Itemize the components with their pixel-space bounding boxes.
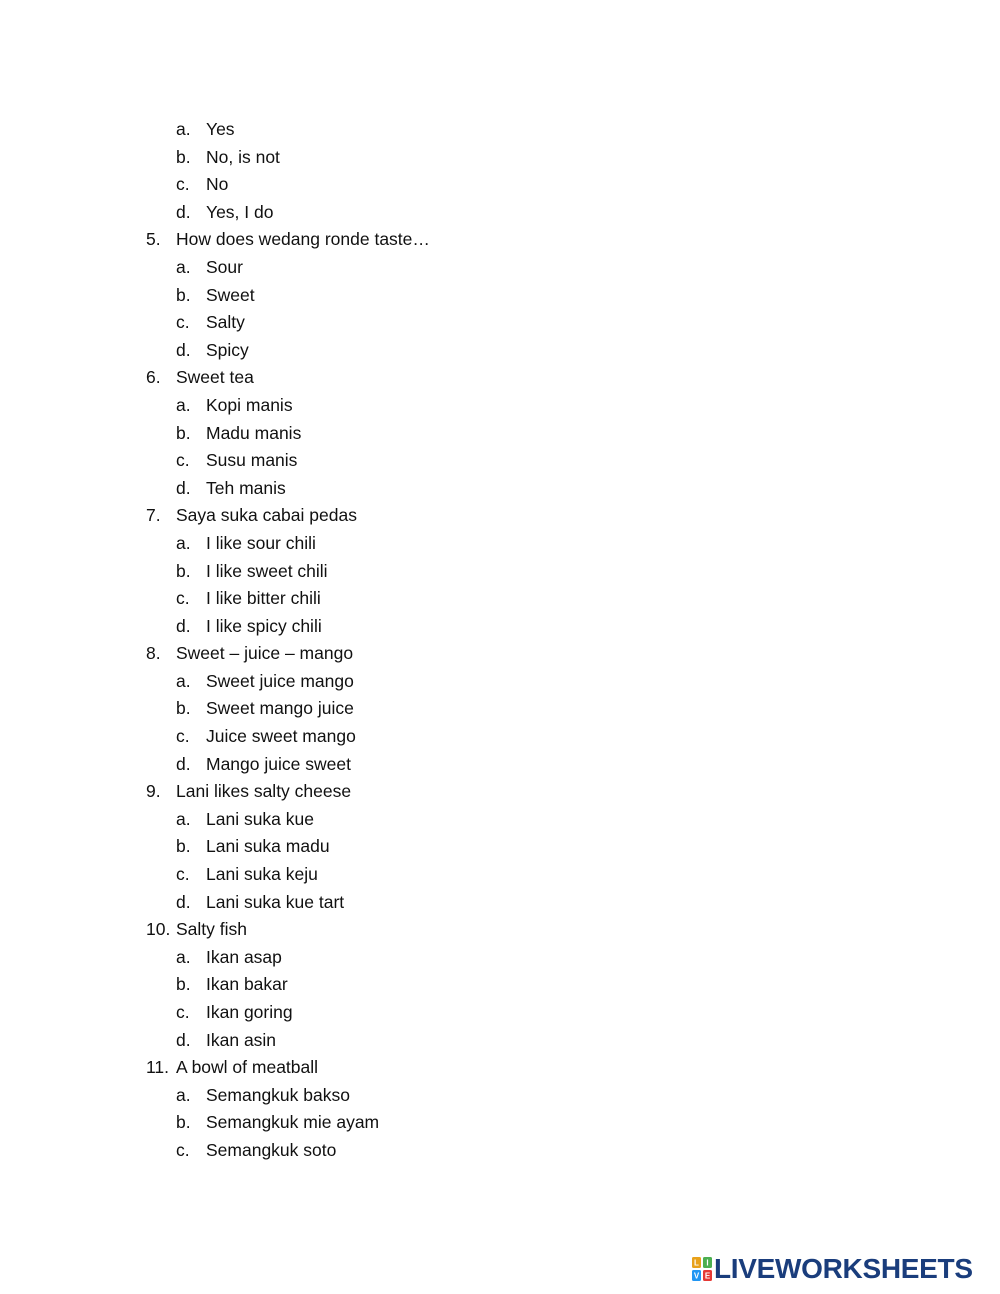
option-text: Yes, I do [206, 201, 274, 222]
option-text: Lani suka madu [206, 836, 330, 857]
worksheet-page [0, 116, 1000, 1165]
answer-option [0, 889, 1000, 917]
answer-option [0, 144, 1000, 172]
answer-option [0, 171, 1000, 199]
option-letter: b. [176, 836, 191, 857]
question-number: 5. [146, 229, 161, 250]
answer-option [0, 999, 1000, 1027]
option-letter: c. [176, 1139, 190, 1160]
option-text: Sour [206, 256, 243, 277]
option-letter: b. [176, 698, 191, 719]
question-text: Sweet – juice – mango [176, 643, 354, 664]
option-text: Lani suka keju [206, 864, 318, 885]
option-letter: a. [176, 532, 191, 553]
option-text: Salty [206, 312, 245, 333]
question-text: Salty fish [176, 919, 247, 940]
answer-option [0, 585, 1000, 613]
answer-option [0, 558, 1000, 586]
logo-text: LIVEWORKSHEETS [714, 1253, 973, 1284]
option-letter: d. [176, 1029, 191, 1050]
option-text: Ikan asap [206, 946, 282, 967]
option-letter: b. [176, 1112, 191, 1133]
option-letter: b. [176, 560, 191, 581]
option-letter: a. [176, 808, 191, 829]
option-text: Sweet [206, 284, 255, 305]
option-letter: a. [176, 119, 191, 139]
option-text: Madu manis [206, 422, 302, 443]
option-text: Susu manis [206, 450, 298, 471]
answer-option [0, 861, 1000, 889]
answer-option [0, 199, 1000, 227]
option-letter: a. [176, 394, 191, 415]
question-text: Sweet tea [176, 367, 254, 388]
question-item [0, 226, 1000, 254]
answer-option [0, 1109, 1000, 1137]
question-text: A bowl of meatball [176, 1057, 319, 1078]
question-item [0, 916, 1000, 944]
liveworksheets-mark-icon [692, 1257, 712, 1281]
option-text: Spicy [206, 339, 249, 360]
question-number: 11. [146, 1057, 170, 1078]
answer-option [0, 475, 1000, 503]
option-letter: b. [176, 974, 191, 995]
option-letter: a. [176, 1084, 191, 1105]
option-text: Ikan goring [206, 1002, 293, 1022]
option-text: Sweet mango juice [206, 698, 354, 719]
option-letter: d. [176, 339, 191, 360]
option-letter: d. [176, 615, 191, 636]
question-number: 6. [146, 367, 161, 388]
answer-option [0, 254, 1000, 282]
answer-option [0, 392, 1000, 420]
option-text: Juice sweet mango [206, 726, 356, 747]
question-number: 8. [146, 643, 161, 664]
answer-option [0, 282, 1000, 310]
question-list [0, 116, 1000, 1165]
svg-text:I: I [706, 1258, 709, 1268]
option-letter: a. [176, 256, 191, 277]
option-text: Yes [206, 119, 235, 139]
option-text: Lani suka kue [206, 808, 314, 829]
question-item [0, 1054, 1000, 1082]
option-text: Teh manis [206, 477, 286, 498]
answer-option [0, 613, 1000, 641]
answer-option [0, 971, 1000, 999]
option-letter: c. [176, 864, 190, 885]
answer-option [0, 530, 1000, 558]
option-letter: d. [176, 201, 191, 222]
option-text: Kopi manis [206, 394, 293, 415]
question-item [0, 364, 1000, 392]
option-letter: b. [176, 146, 191, 167]
answer-option [0, 1027, 1000, 1055]
liveworksheets-logo [692, 1255, 973, 1283]
option-text: Semangkuk mie ayam [206, 1112, 380, 1133]
answer-option [0, 695, 1000, 723]
option-text: I like spicy chili [206, 615, 322, 636]
answer-option [0, 806, 1000, 834]
answer-option [0, 944, 1000, 972]
option-letter: c. [176, 588, 190, 609]
option-text: I like sour chili [206, 532, 316, 553]
answer-option [0, 116, 1000, 144]
question-number: 7. [146, 505, 161, 526]
question-text: How does wedang ronde taste… [176, 229, 430, 250]
answer-option [0, 309, 1000, 337]
option-text: No, is not [206, 146, 280, 167]
option-text: Semangkuk bakso [206, 1084, 350, 1105]
question-item [0, 778, 1000, 806]
option-letter: b. [176, 284, 191, 305]
answer-option [0, 337, 1000, 365]
option-letter: c. [176, 1002, 190, 1022]
option-letter: c. [176, 726, 190, 747]
svg-text:V: V [693, 1271, 700, 1281]
answer-option [0, 668, 1000, 696]
option-text: Lani suka kue tart [206, 891, 345, 912]
answer-option [0, 420, 1000, 448]
option-letter: d. [176, 753, 191, 774]
answer-option [0, 1082, 1000, 1110]
option-text: Mango juice sweet [206, 753, 351, 774]
option-text: No [206, 174, 229, 195]
answer-option [0, 833, 1000, 861]
answer-option [0, 447, 1000, 475]
answer-option [0, 1137, 1000, 1165]
question-number: 9. [146, 781, 161, 802]
option-letter: c. [176, 450, 190, 471]
answer-option [0, 723, 1000, 751]
option-text: Semangkuk soto [206, 1139, 337, 1160]
option-letter: c. [176, 174, 190, 195]
answer-option [0, 751, 1000, 779]
svg-text:E: E [704, 1271, 711, 1281]
option-text: Ikan asin [206, 1029, 277, 1050]
question-item [0, 640, 1000, 668]
question-text: Saya suka cabai pedas [176, 505, 357, 526]
option-text: Ikan bakar [206, 974, 288, 995]
option-text: I like sweet chili [206, 560, 328, 581]
svg-text:L: L [694, 1258, 699, 1268]
option-letter: b. [176, 422, 191, 443]
option-text: I like bitter chili [206, 588, 321, 609]
option-text: Sweet juice mango [206, 670, 354, 691]
option-letter: a. [176, 670, 191, 691]
option-letter: d. [176, 891, 191, 912]
option-letter: d. [176, 477, 191, 498]
option-letter: c. [176, 312, 190, 333]
question-item [0, 502, 1000, 530]
question-number: 10. [146, 919, 171, 940]
question-text: Lani likes salty cheese [176, 781, 352, 802]
option-letter: a. [176, 946, 191, 967]
